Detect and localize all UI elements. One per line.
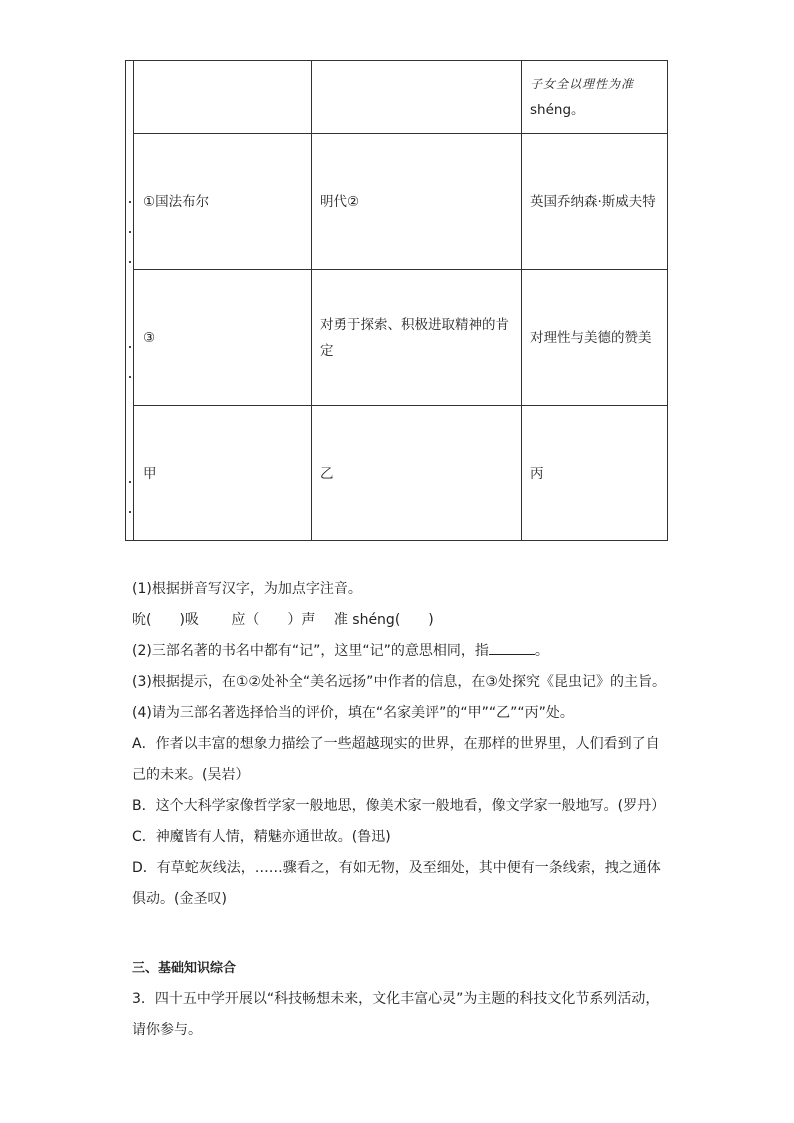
table-cell: 明代② (312, 134, 522, 269)
table-row (134, 134, 667, 270)
gutter-mark (129, 231, 131, 233)
question-2 (132, 636, 692, 667)
gutter-mark (129, 376, 131, 378)
table-cell: 对理性与美德的赞美 (530, 329, 652, 346)
question-3: (3)根据提示，在①②处补全“美名远扬”中作者的信息，在③处探究《昆虫记》的主旨。 (132, 674, 666, 690)
option-a-cont: 己的未来。(吴岩） (132, 767, 250, 783)
section-3 (132, 953, 692, 1046)
table-cell: 丙 (530, 465, 544, 482)
table-cell: ①国法布尔 (134, 134, 312, 269)
option-b: B．这个大科学家像哲学家一般地思，像美术家一般地看，像文学家一般地写。(罗丹） (132, 798, 666, 814)
gutter-mark (129, 481, 131, 483)
table-cell: 英国乔纳森·斯威夫特 (530, 193, 656, 210)
option-a: A．作者以丰富的想象力描绘了一些超越现实的世界，在那样的世界里，人们看到了自 (132, 736, 660, 752)
question-1-items: 吮( )吸 应（ ）声 准 shéng( ) (132, 612, 434, 628)
table-row (134, 270, 667, 406)
question-1: (1)根据拼音写汉字，为加点字注音。 (132, 581, 362, 597)
question-2-end: 。 (534, 643, 549, 659)
cell-text-line: shéng。 (530, 102, 585, 118)
table-cell (134, 61, 312, 133)
question-3-main-cont: 请你参与。 (132, 1022, 202, 1038)
cell-text-line: 子女全以理性为准 (530, 77, 635, 91)
gutter-mark (129, 201, 131, 203)
table-cell: 乙 (312, 406, 522, 541)
table-cell: 对勇于探索、积极进取精神的肯定 (312, 270, 522, 405)
table-cell: ③ (134, 270, 312, 405)
table-binding-gutter (125, 61, 134, 540)
gutter-mark (129, 261, 131, 263)
option-c: C．神魔皆有人情，精魅亦通世故。(鲁迅) (132, 829, 391, 845)
question-3-main: 3．四十五中学开展以“科技畅想未来，文化丰富心灵”为主题的科技文化节系列活动， (132, 991, 660, 1007)
table-row (134, 406, 667, 541)
questions-block (132, 574, 692, 915)
question-2-text: (2)三部名著的书名中都有“记”，这里“记”的意思相同，指 (132, 643, 489, 659)
table-cell (312, 61, 522, 133)
works-table (125, 60, 668, 541)
gutter-mark (129, 511, 131, 513)
table-cell: 甲 (134, 406, 312, 541)
section-3-title: 三、基础知识综合 (132, 961, 237, 976)
question-4: (4)请为三部名著选择恰当的评价，填在“名家美评”的“甲”“乙”“丙”处。 (132, 705, 574, 721)
table-cell (522, 61, 667, 133)
option-d: D．有草蛇灰线法，……骤看之，有如无物，及至细处，其中便有一条线索，拽之通体 (132, 860, 661, 876)
option-d-cont: 俱动。(金圣叹) (132, 891, 227, 907)
answer-blank[interactable] (489, 640, 535, 655)
table-row (134, 61, 667, 134)
gutter-mark (129, 346, 131, 348)
